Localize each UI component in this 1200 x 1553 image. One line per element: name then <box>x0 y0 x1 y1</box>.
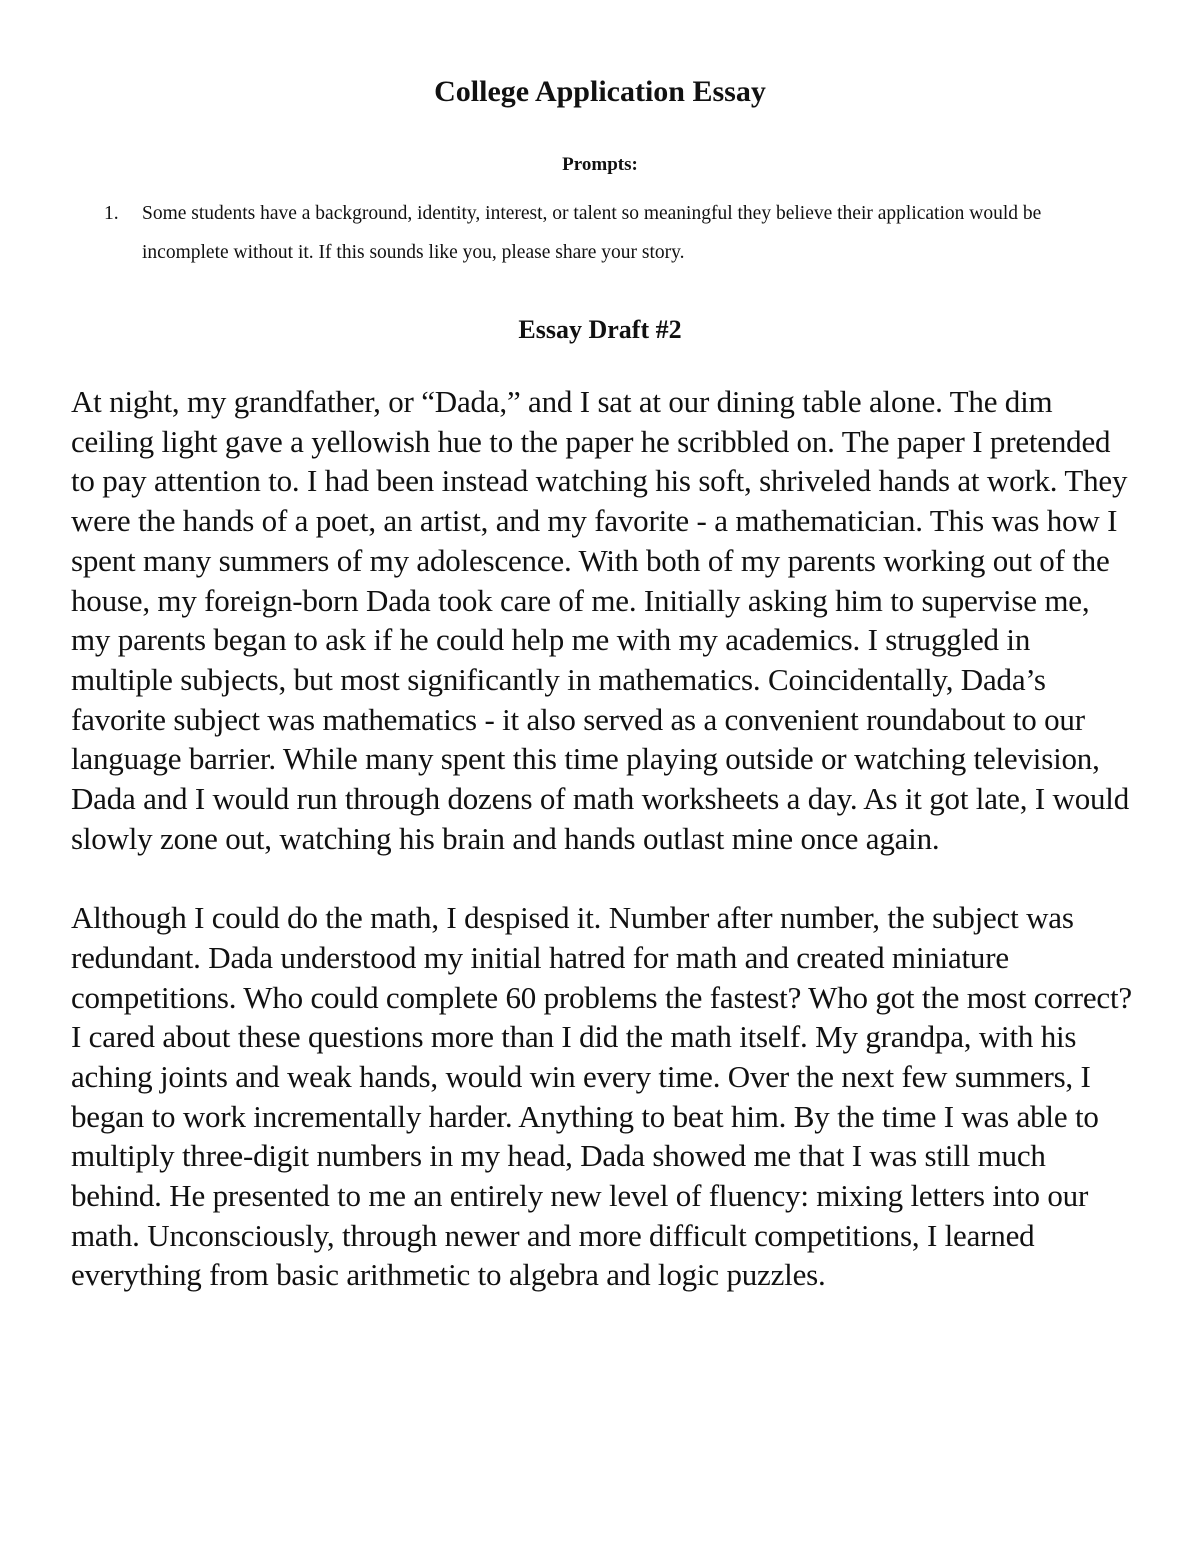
prompt-list <box>104 194 1104 272</box>
prompt-item <box>104 194 1104 272</box>
prompts-heading: Prompts: <box>562 154 638 175</box>
essay-paragraph-2: Although I could do the math, I despised it. Number after number, the subject was redundant. Dada understood my initial hatred for math and created miniature competitions. Who could complete 60 problems the fastest? Who got the most correct? I cared about these questions more than I did the math itself. My grandpa, with his aching joints and weak hands, would win every time. Over the next few summers, I began to work incrementally harder. Anything to beat him. By the time I was able to multiply three-digit numbers in my head, Dada showed me that I was still much behind. He presented to me an entirely new level of fluency: mixing letters into our math. Unconsciously, through newer and more difficult competitions, I learned everything from basic arithmetic to algebra and logic puzzles. <box>71 900 1132 1293</box>
document-title: College Application Essay <box>434 75 766 108</box>
essay-draft-title: Essay Draft #2 <box>518 315 682 344</box>
essay-paragraph-1: At night, my grandfather, or “Dada,” and I sat at our dining table alone. The dim ceiling light gave a yellowish hue to the paper he scribbled on. The paper I pretended to pay attention to. I had been instead watching his soft, shriveled hands at work. They were the hands of a poet, an artist, and my favorite - a mathematician. This was how I spent many summers of my adolescence. With both of my parents working out of the house, my foreign-born Dada took care of me. Initially asking him to supervise me, my parents began to ask if he could help me with my academics. I struggled in multiple subjects, but most significantly in mathematics. Coincidentally, Dada’s favorite subject was mathematics - it also served as a convenient roundabout to our language barrier. While many spent this time playing outside or watching television, Dada and I would run through dozens of math worksheets a day. As it got late, I would slowly zone out, watching his brain and hands outlast mine once again. <box>71 384 1130 856</box>
essay-body <box>71 382 1136 1295</box>
prompt-text: Some students have a background, identity, interest, or talent so meaningful they believe their application would be incomplete without it. If this sounds like you, please share your story. <box>142 203 1042 263</box>
prompt-number: 1. <box>104 203 119 224</box>
